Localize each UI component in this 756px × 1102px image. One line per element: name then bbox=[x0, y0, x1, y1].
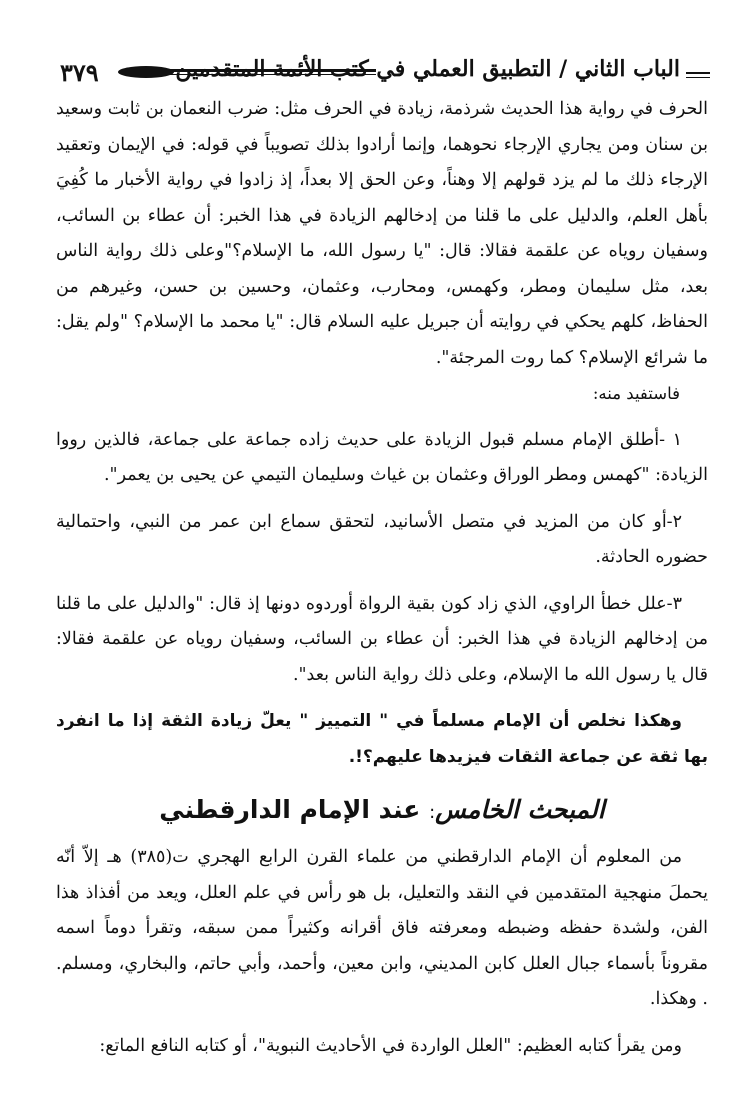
section-heading bbox=[56, 789, 708, 834]
paragraph-daraqutni-book: ومن يقرأ كتابه العظيم: "العلل الواردة في الأحاديث النبوية"، أو كتابه النافع الماتع: bbox=[99, 1035, 682, 1056]
page-header bbox=[60, 52, 710, 90]
section-title: عند الإمام الدارقطني bbox=[159, 795, 421, 824]
paragraph-point-3: ٣-علل خطأ الراوي، الذي زاد كون بقية الرواة أوردوه دونها إذ قال: "والدليل على ما قلنا من إدخالهم الزيادة في هذا الخبر: أن عطاء بن السائب، وسفيان روياه عن علقمة فقالا: قال يا رسول الله ما الإسلام، وعلى ذلك رواية الناس بعد". bbox=[56, 593, 708, 685]
paragraph-lead-in: فاستفيد منه: bbox=[592, 384, 680, 403]
paragraph-continuation: الحرف في رواية هذا الحديث شرذمة، زيادة في الحرف مثل: ضرب النعمان بن ثابت وسعيد بن سنان ومن يجاري الإرجاء نحوهما، وإنما أرادوا بذلك تصويباً في قوله: في الإيمان وتعقيد الإرجاء ذلك ما لم يزد قولهم إلا وهناً، وعن الحق إلا بعداً، إذ زادوا في رواية الأخبار ما كُفِيَ بأهل العلم، والدليل على ما قلنا من إدخالهم الزيادة في هذا الخبر: أن عطاء بن السائب، وسفيان روياه عن علقمة فقالا: قال: "يا رسول الله، ما الإسلام؟"وعلى ذلك رواية الناس بعد، مثل سليمان ومطر، وكهمس، ومحارب، وعثمان، وحسين بن حسن، وغيرهم من الحفاظ، كلهم يحكي في روايته أن جبريل عليه السلام قال: "يا محمد ما الإسلام؟ "ولم يقل: ما شرائع الإسلام؟ كما روت المرجئة". bbox=[56, 99, 708, 368]
page-number: ٣٧٩ bbox=[60, 58, 99, 87]
title-dash bbox=[686, 72, 710, 74]
paragraph-daraqutni-intro: من المعلوم أن الإمام الدارقطني من علماء القرن الرابع الهجري ت(٣٨٥) هـ إلاّ أنّه يحملَ منهجية المتقدمين في النقد والتعليل، بل هو رأس في علم العلل، ويعد من أفذاذ هذا الفن، ولشدة حفظه وضبطه ومعرفته فاق أقرانه وكثيراً ممن سبقه، وتقرأ دوماً اسمه مقروناً بأسماء جبال العلل كابن المديني، وابن معين، وأحمد، وأبي حاتم، والبخاري، ومسلم. . وهكذا. bbox=[56, 847, 708, 1009]
running-title: الباب الثاني / التطبيق العملي في كتب الأئمة المتقدمين bbox=[175, 56, 680, 82]
paragraph-point-1: ١ -أطلق الإمام مسلم قبول الزيادة على حديث زاده جماعة على جماعة، فالذين رووا الزيادة: "كهمس ومطر الوراق وعثمان بن غياث وسليمان التيمي عن يحيى بن يعمر". bbox=[56, 429, 708, 485]
paragraph-conclusion: وهكذا نخلص أن الإمام مسلماً في " التمييز " يعلّ زيادة الثقة إذا ما انفرد بها ثقة عن جماعة الثقات فيزيدها عليهم؟!. bbox=[56, 711, 708, 767]
section-separator: : bbox=[429, 802, 436, 823]
section-label: المبحث الخامس bbox=[435, 795, 605, 824]
paragraph-point-2: ٢-أو كان من المزيد في متصل الأسانيد، لتحقق سماع ابن عمر من النبي، واحتمالية حضوره الحادثة. bbox=[56, 511, 708, 567]
page-body bbox=[56, 92, 708, 1064]
ornament-oval bbox=[118, 66, 174, 78]
